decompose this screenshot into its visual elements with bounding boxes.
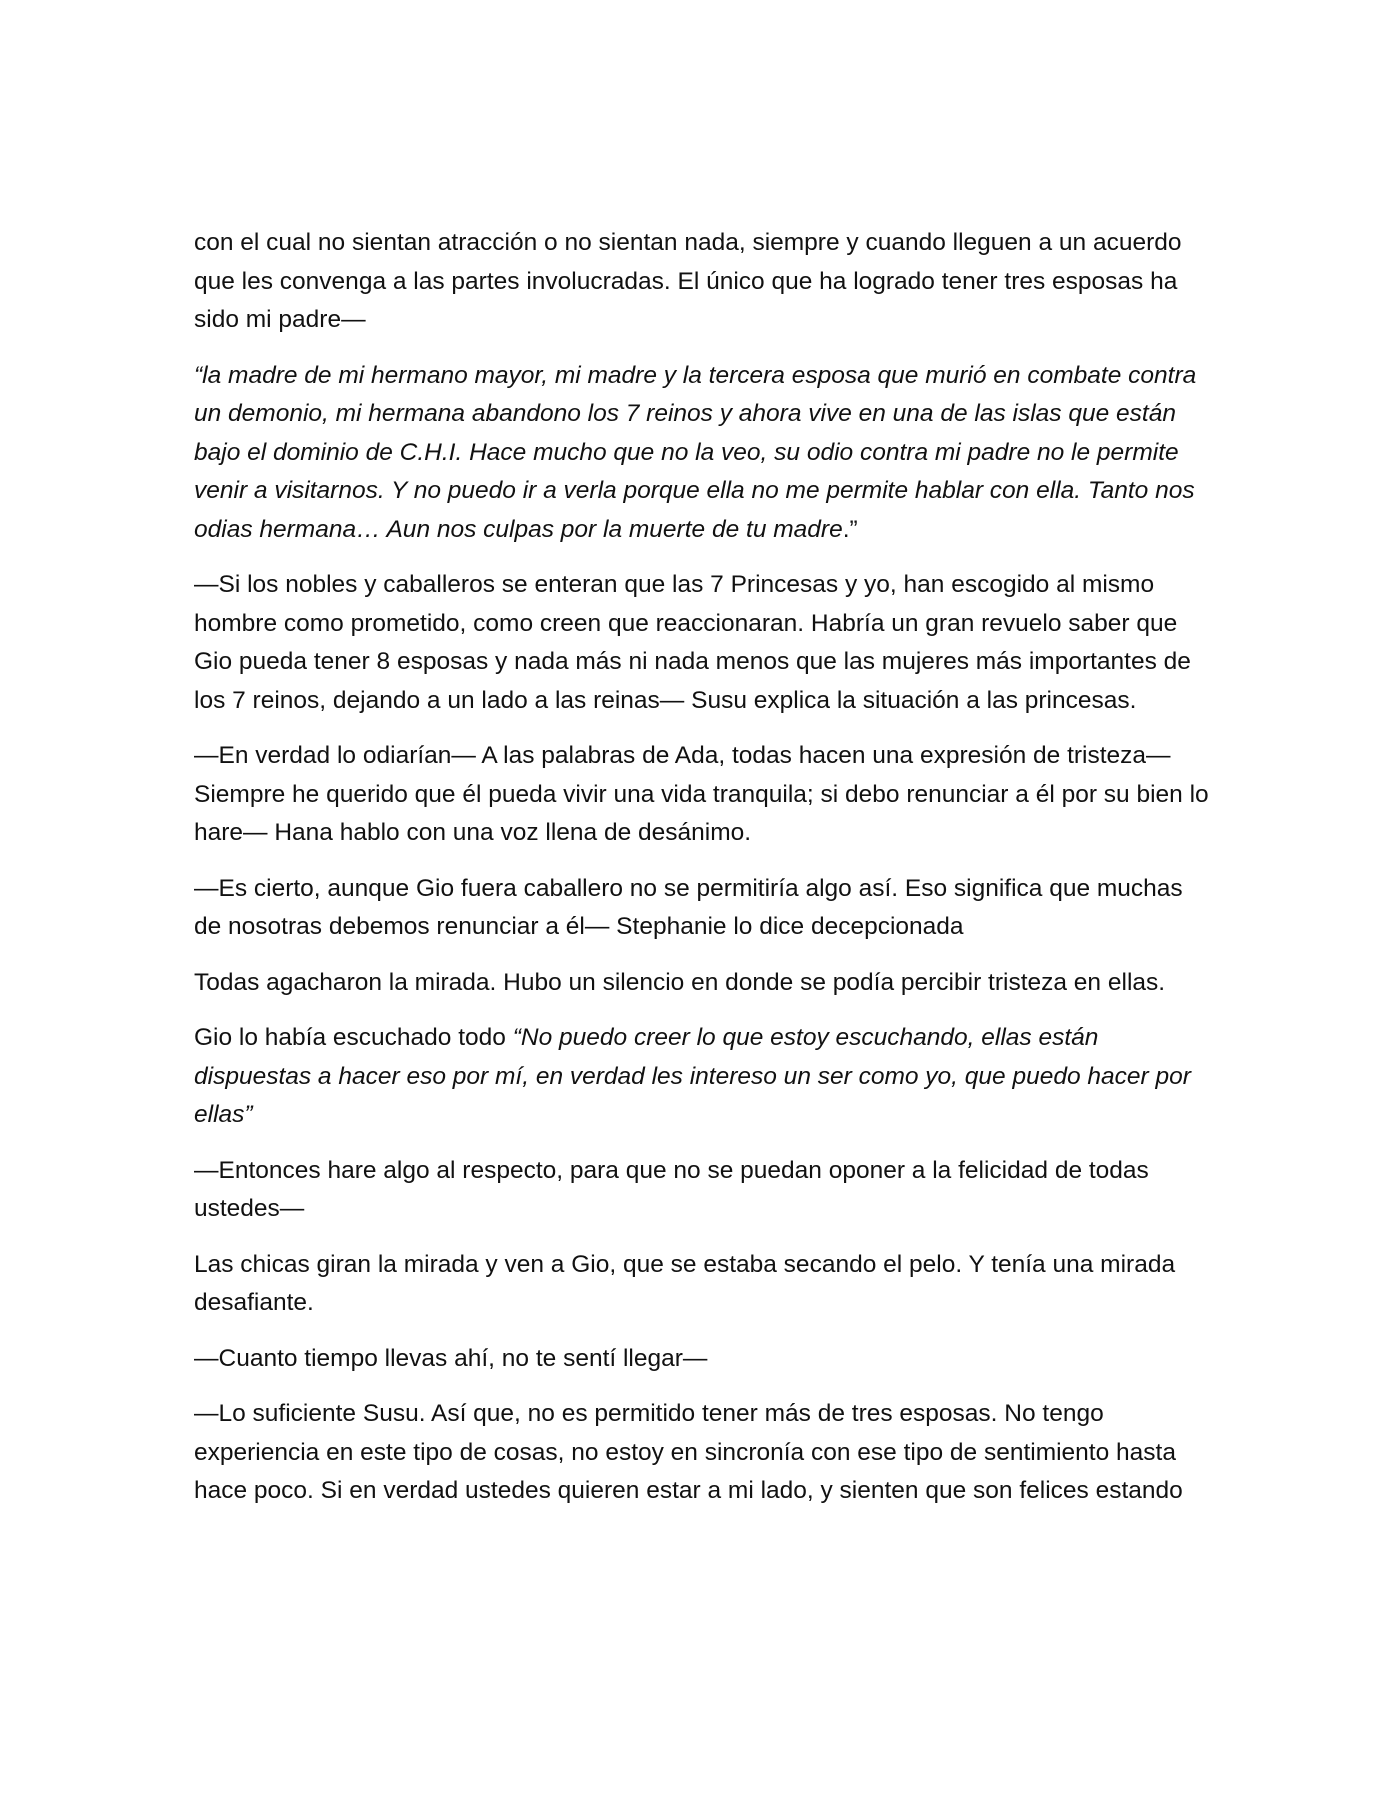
paragraph <box>194 737 1214 853</box>
paragraph <box>194 1340 1214 1379</box>
paragraph <box>194 1246 1214 1323</box>
paragraph <box>194 566 1214 720</box>
paragraph <box>194 1395 1214 1511</box>
text-segment: Las chicas giran la mirada y ven a Gio, que se estaba secando el pelo. Y tenía una mirada desafiante. <box>194 1250 1176 1316</box>
text-segment: —Entonces hare algo al respecto, para que no se puedan oponer a la felicidad de todas ustedes— <box>194 1156 1149 1222</box>
text-segment: —Cuanto tiempo llevas ahí, no te sentí llegar— <box>194 1344 708 1372</box>
text-segment: .” <box>842 515 858 543</box>
text-segment: —Es cierto, aunque Gio fuera caballero no se permitiría algo así. Eso significa que muchas de nosotras debemos renunciar a él— Stephanie lo dice decepcionada <box>194 874 1183 940</box>
text-segment: —En verdad lo odiarían— A las palabras de Ada, todas hacen una expresión de tristeza— Siempre he querido que él pueda vivir una vida tranquila; si debo renunciar a él por su bien lo hare— Hana hablo con una voz llena de desánimo. <box>194 742 1209 846</box>
paragraph <box>194 1019 1214 1135</box>
paragraph <box>194 224 1214 340</box>
document-body-text <box>194 224 1214 1528</box>
text-segment: Gio lo había escuchado todo <box>194 1024 513 1051</box>
paragraph <box>194 1152 1214 1229</box>
text-segment: Todas agacharon la mirada. Hubo un silencio en donde se podía percibir tristeza en ellas. <box>194 968 1166 996</box>
text-segment: —Lo suficiente Susu. Así que, no es permitido tener más de tres esposas. No tengo experiencia en este tipo de cosas, no estoy en sincronía con ese tipo de sentimiento hasta hace poco. Si en verdad ustedes quieren estar a mi lado, y sienten que son felices estando <box>194 1400 1183 1504</box>
paragraph <box>194 964 1214 1003</box>
text-segment: con el cual no sientan atracción o no sientan nada, siempre y cuando lleguen a un acuerdo que les convenga a las partes involucradas. El único que ha logrado tener tres esposas ha sido mi padre— <box>194 229 1182 333</box>
paragraph <box>194 357 1214 550</box>
italic-text-segment: “la madre de mi hermano mayor, mi madre y la tercera esposa que murió en combate contra un demonio, mi hermana abandono los 7 reinos y ahora vive en una de las islas que están bajo el dominio de C.H.I. Hace mucho que no la veo, su odio contra mi padre no le permite venir a visitarnos. Y no puedo ir a verla porque ella no me permite hablar con ella. Tanto nos odias hermana… Aun nos culpas por la muerte de tu madre <box>194 361 1197 543</box>
italic-text-segment: “No puedo creer lo que estoy escuchando, ellas están dispuestas a hacer eso por mí, en verdad les intereso un ser como yo, que puedo hacer por ellas” <box>194 1024 1191 1128</box>
text-segment: —Si los nobles y caballeros se enteran que las 7 Princesas y yo, han escogido al mismo hombre como prometido, como creen que reaccionaran. Habría un gran revuelo saber que Gio pueda tener 8 esposas y nada más ni nada menos que las mujeres más importantes de los 7 reinos, dejando a un lado a las reinas— Susu explica la situación a las princesas. <box>194 571 1191 714</box>
paragraph <box>194 870 1214 947</box>
